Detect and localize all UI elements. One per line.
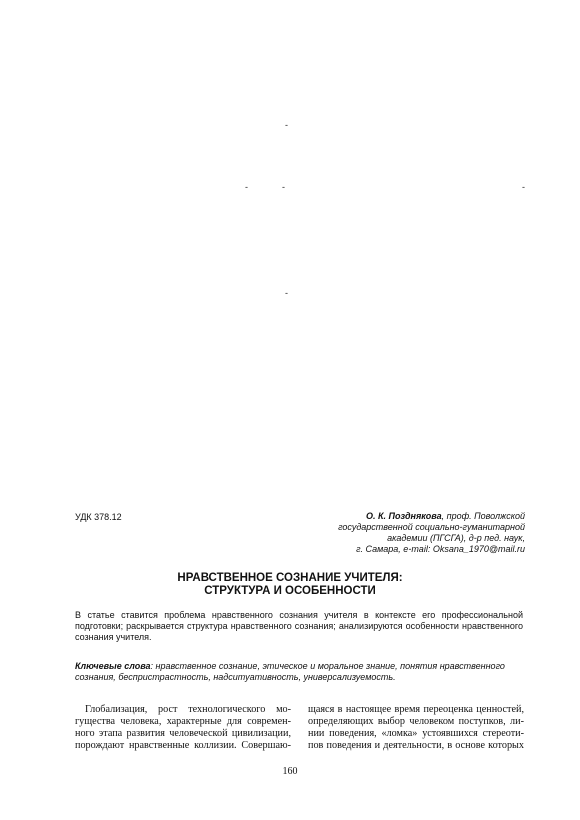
body-line: порождают нравственные коллизии. Совершаю-: [75, 740, 291, 751]
body-line: пов поведения и деятельности, в основе которых: [308, 740, 524, 751]
author-line: [300, 511, 525, 522]
body-line: определяющих выбор человеком поступков, ли-: [308, 716, 524, 727]
body-line: щаяся в настоящее время переоценка ценностей,: [308, 704, 524, 715]
author-title: , проф. Поволжской: [441, 511, 525, 521]
udk-code: УДК 378.12: [75, 512, 122, 522]
author-line: академии (ПГСГА), д-р пед. наук,: [387, 533, 525, 543]
body-line: Глобализация, рост технологического мо-: [85, 704, 291, 715]
stray-dash-mark: -: [245, 182, 248, 192]
stray-dash-mark: -: [522, 182, 525, 192]
body-column-left: [75, 704, 291, 752]
body-line: ного этапа развития человеческой цивилизации,: [75, 728, 291, 739]
author-name: О. К. Позднякова: [365, 511, 442, 521]
page-number: 160: [282, 766, 298, 777]
title-line: НРАВСТВЕННОЕ СОЗНАНИЕ УЧИТЕЛЯ:: [177, 572, 403, 584]
body-line: нии поведения, «ломка» устоявшихся стереоти-: [308, 728, 524, 739]
keywords: [75, 661, 523, 683]
title-line: СТРУКТУРА И ОСОБЕННОСТИ: [204, 585, 376, 597]
author-affiliation: [300, 511, 525, 555]
article-title: [60, 572, 520, 598]
stray-dash-mark: -: [285, 120, 288, 130]
stray-dash-mark: -: [285, 288, 288, 298]
keywords-label: Ключевые слова: [75, 661, 151, 671]
abstract: В статье ставится проблема нравственного сознания учителя в контексте его профессиональной подготовки; раскрывается структура нравственного сознания; анализируются особенности нравственного сознания учителя.: [75, 610, 523, 642]
stray-dash-mark: -: [282, 182, 285, 192]
author-line: государственной социально-гуманитарной: [338, 522, 525, 532]
keywords-text: : нравственное сознание, этическое и моральное знание, понятия нравственного сознания, беспристрастность, надситуативность, универсализуемость.: [75, 661, 505, 682]
author-line: г. Самара, e-mail: Oksana_1970@mail.ru: [356, 544, 525, 554]
body-line: гущества человека, характерные для современ-: [75, 716, 291, 727]
body-column-right: [308, 704, 524, 752]
